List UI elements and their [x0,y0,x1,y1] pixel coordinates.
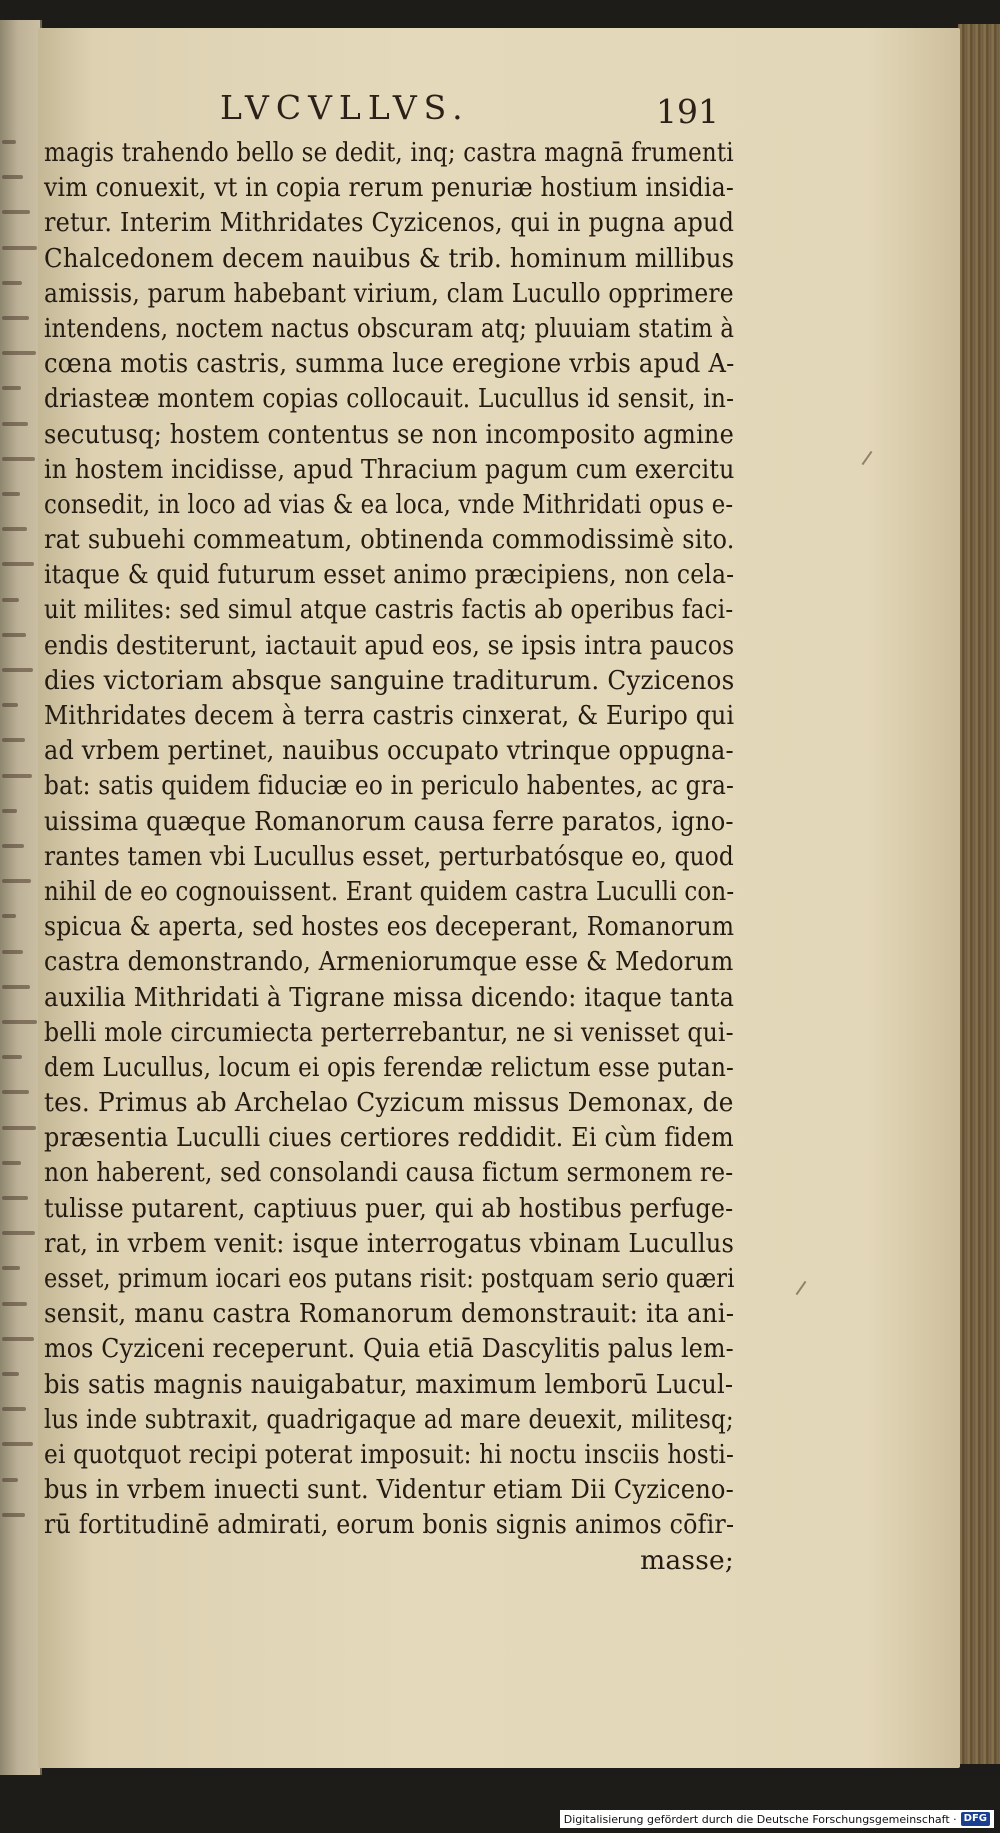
fragment-text-line [2,914,16,918]
text-line: tulisse putarent, captiuus puer, qui ab hostibus perfuge- [44,1192,734,1224]
fragment-text-line [2,1126,36,1130]
adjacent-page-fragment [0,20,42,1780]
text-line: rat, in vrbem venit: isque interrogatus vbinam Lucullus [44,1227,735,1259]
fragment-text-line [2,1090,29,1094]
fragment-text-line [2,774,32,778]
fragment-text-line [2,492,20,496]
body-text [44,135,734,1578]
text-line: consedit, in loco ad vias & ea loca, vnde Mithridati opus e- [44,488,734,520]
fragment-text-line [2,422,28,426]
text-line: ei quotquot recipi poterat imposuit: hi noctu insciis hosti- [44,1438,735,1470]
text-line: endis destiterunt, iactauit apud eos, se ipsis intra paucos [44,629,735,661]
text-line: sensit, manu castra Romanorum demonstrauit: ita ani- [44,1298,735,1330]
page-block-edge [958,24,1000,1764]
fragment-text-line [2,562,34,566]
fragment-text-line [2,844,24,848]
fragment-text-line [2,1372,19,1376]
text-line: retur. Interim Mithridates Cyzicenos, qui in pugna apud [44,207,735,239]
text-line: vim conuexit, vt in copia rerum penuriæ hostium insidia- [44,172,734,204]
text-line: bus in vrbem inuecti sunt. Videntur etiam Dii Cyziceno- [44,1474,734,1506]
text-line: driasteæ montem copias collocauit. Lucullus id sensit, in- [44,383,735,415]
text-line: auxilia Mithridati à Tigrane missa dicendo: itaque tanta [44,981,735,1013]
text-line: in hostem incidisse, apud Thracium pagum cum exercitu [44,453,735,485]
text-line: amissis, parum habebant virium, clam Lucullo opprimere [44,277,734,309]
fragment-text-line [2,1302,27,1306]
text-line: mos Cyziceni receperunt. Quia etiā Dascylitis palus lem- [44,1333,734,1365]
text-line: dies victoriam absque sanguine traditurum. Cyzicenos [44,664,735,696]
text-line: Chalcedonem decem nauibus & trib. hominum millibus [44,242,735,274]
fragment-text-line [2,1055,22,1059]
fragment-text-line [2,1407,26,1411]
text-line: esset, primum iocari eos putans risit: postquam serio quæri [44,1263,735,1294]
fragment-text-line [2,809,17,813]
fragment-text-line [2,598,19,602]
fragment-text-line [2,879,31,883]
fragment-text-line [2,246,37,250]
fragment-text-line [2,386,21,390]
running-head: LVCVLLVS. [220,88,470,127]
fragment-text-line [2,985,30,989]
fragment-text-line [2,668,33,672]
text-line: bat: satis quidem fiduciæ eo in periculo habentes, ac gra- [44,770,735,802]
fragment-text-line [2,1478,18,1482]
text-line: ad vrbem pertinet, nauibus occupato vtrinque oppugna- [44,735,734,767]
fragment-text-line [2,351,36,355]
scan-background-top [0,0,1000,30]
fragment-text-line [2,950,23,954]
fragment-text-line [2,316,29,320]
fragment-text-line [2,457,35,461]
fragment-text-line [2,633,26,637]
fragment-text-line [2,703,18,707]
fragment-text-line [2,175,23,179]
page-number: 191 [656,92,719,131]
fragment-text-line [2,1513,25,1517]
text-line: magis trahendo bello se dedit, inq; castra magnā frumenti [44,137,734,168]
fragment-text-line [2,1161,21,1165]
text-line: lus inde subtraxit, quadrigaque ad mare deuexit, militesq; [44,1403,734,1435]
fragment-text-line [2,1196,28,1200]
fragment-text-line [2,527,27,531]
digitization-credit [560,1810,994,1828]
credit-text: Digitalisierung gefördert durch die Deutsche Forschungsgemeinschaft · [563,1812,957,1826]
fragment-text-line [2,738,25,742]
text-line: belli mole circumiecta perterrebantur, ne si venisset qui- [44,1016,734,1048]
fragment-text-line [2,1266,20,1270]
text-line: bis satis magnis nauigabatur, maximum lemborū Lucul- [44,1368,734,1400]
fragment-text-line [2,210,30,214]
text-line: masse; [640,1544,734,1576]
text-line: itaque & quid futurum esset animo præcipiens, non cela- [44,559,735,591]
text-line: rū fortitudinē admirati, eorum bonis signis animos cōfir- [44,1509,735,1541]
fragment-text-line [2,1020,37,1024]
text-line: dem Lucullus, locum ei opis ferendæ relictum esse putan- [44,1051,735,1083]
dfg-logo: DFG [961,1812,990,1826]
text-line: rantes tamen vbi Lucullus esset, perturbatósque eo, quod [44,840,734,872]
text-line: tes. Primus ab Archelao Cyzicum missus Demonax, de [44,1087,734,1119]
fragment-text-line [2,1231,35,1235]
text-line: uit milites: sed simul atque castris factis ab operibus faci- [44,594,734,626]
fragment-text-line [2,1442,33,1446]
text-line: cœna motis castris, summa luce eregione vrbis apud A- [44,348,735,380]
fragment-text-line [2,1337,34,1341]
text-line: rat subuehi commeatum, obtinenda commodissimè sito. [44,524,735,556]
text-line: non haberent, sed consolandi causa fictum sermonem re- [44,1157,734,1189]
fragment-text-line [2,281,22,285]
fragment-text-line [2,140,16,144]
text-line: nihil de eo cognouissent. Erant quidem castra Luculli con- [44,875,735,907]
text-line: secutusq; hostem contentus se non incomposito agmine [44,418,734,450]
text-line: Mithridates decem à terra castris cinxerat, & Euripo qui [44,700,735,731]
text-line: intendens, noctem nactus obscuram atq; pluuiam statim à [44,312,735,344]
text-line: præsentia Luculli ciues certiores reddidit. Ei cùm fidem [44,1122,734,1154]
text-line: castra demonstrando, Armeniorumque esse & Medorum [44,946,734,978]
text-line: uissima quæque Romanorum causa ferre paratos, igno- [44,805,734,837]
text-line: spicua & aperta, sed hostes eos deceperant, Romanorum [44,911,735,943]
